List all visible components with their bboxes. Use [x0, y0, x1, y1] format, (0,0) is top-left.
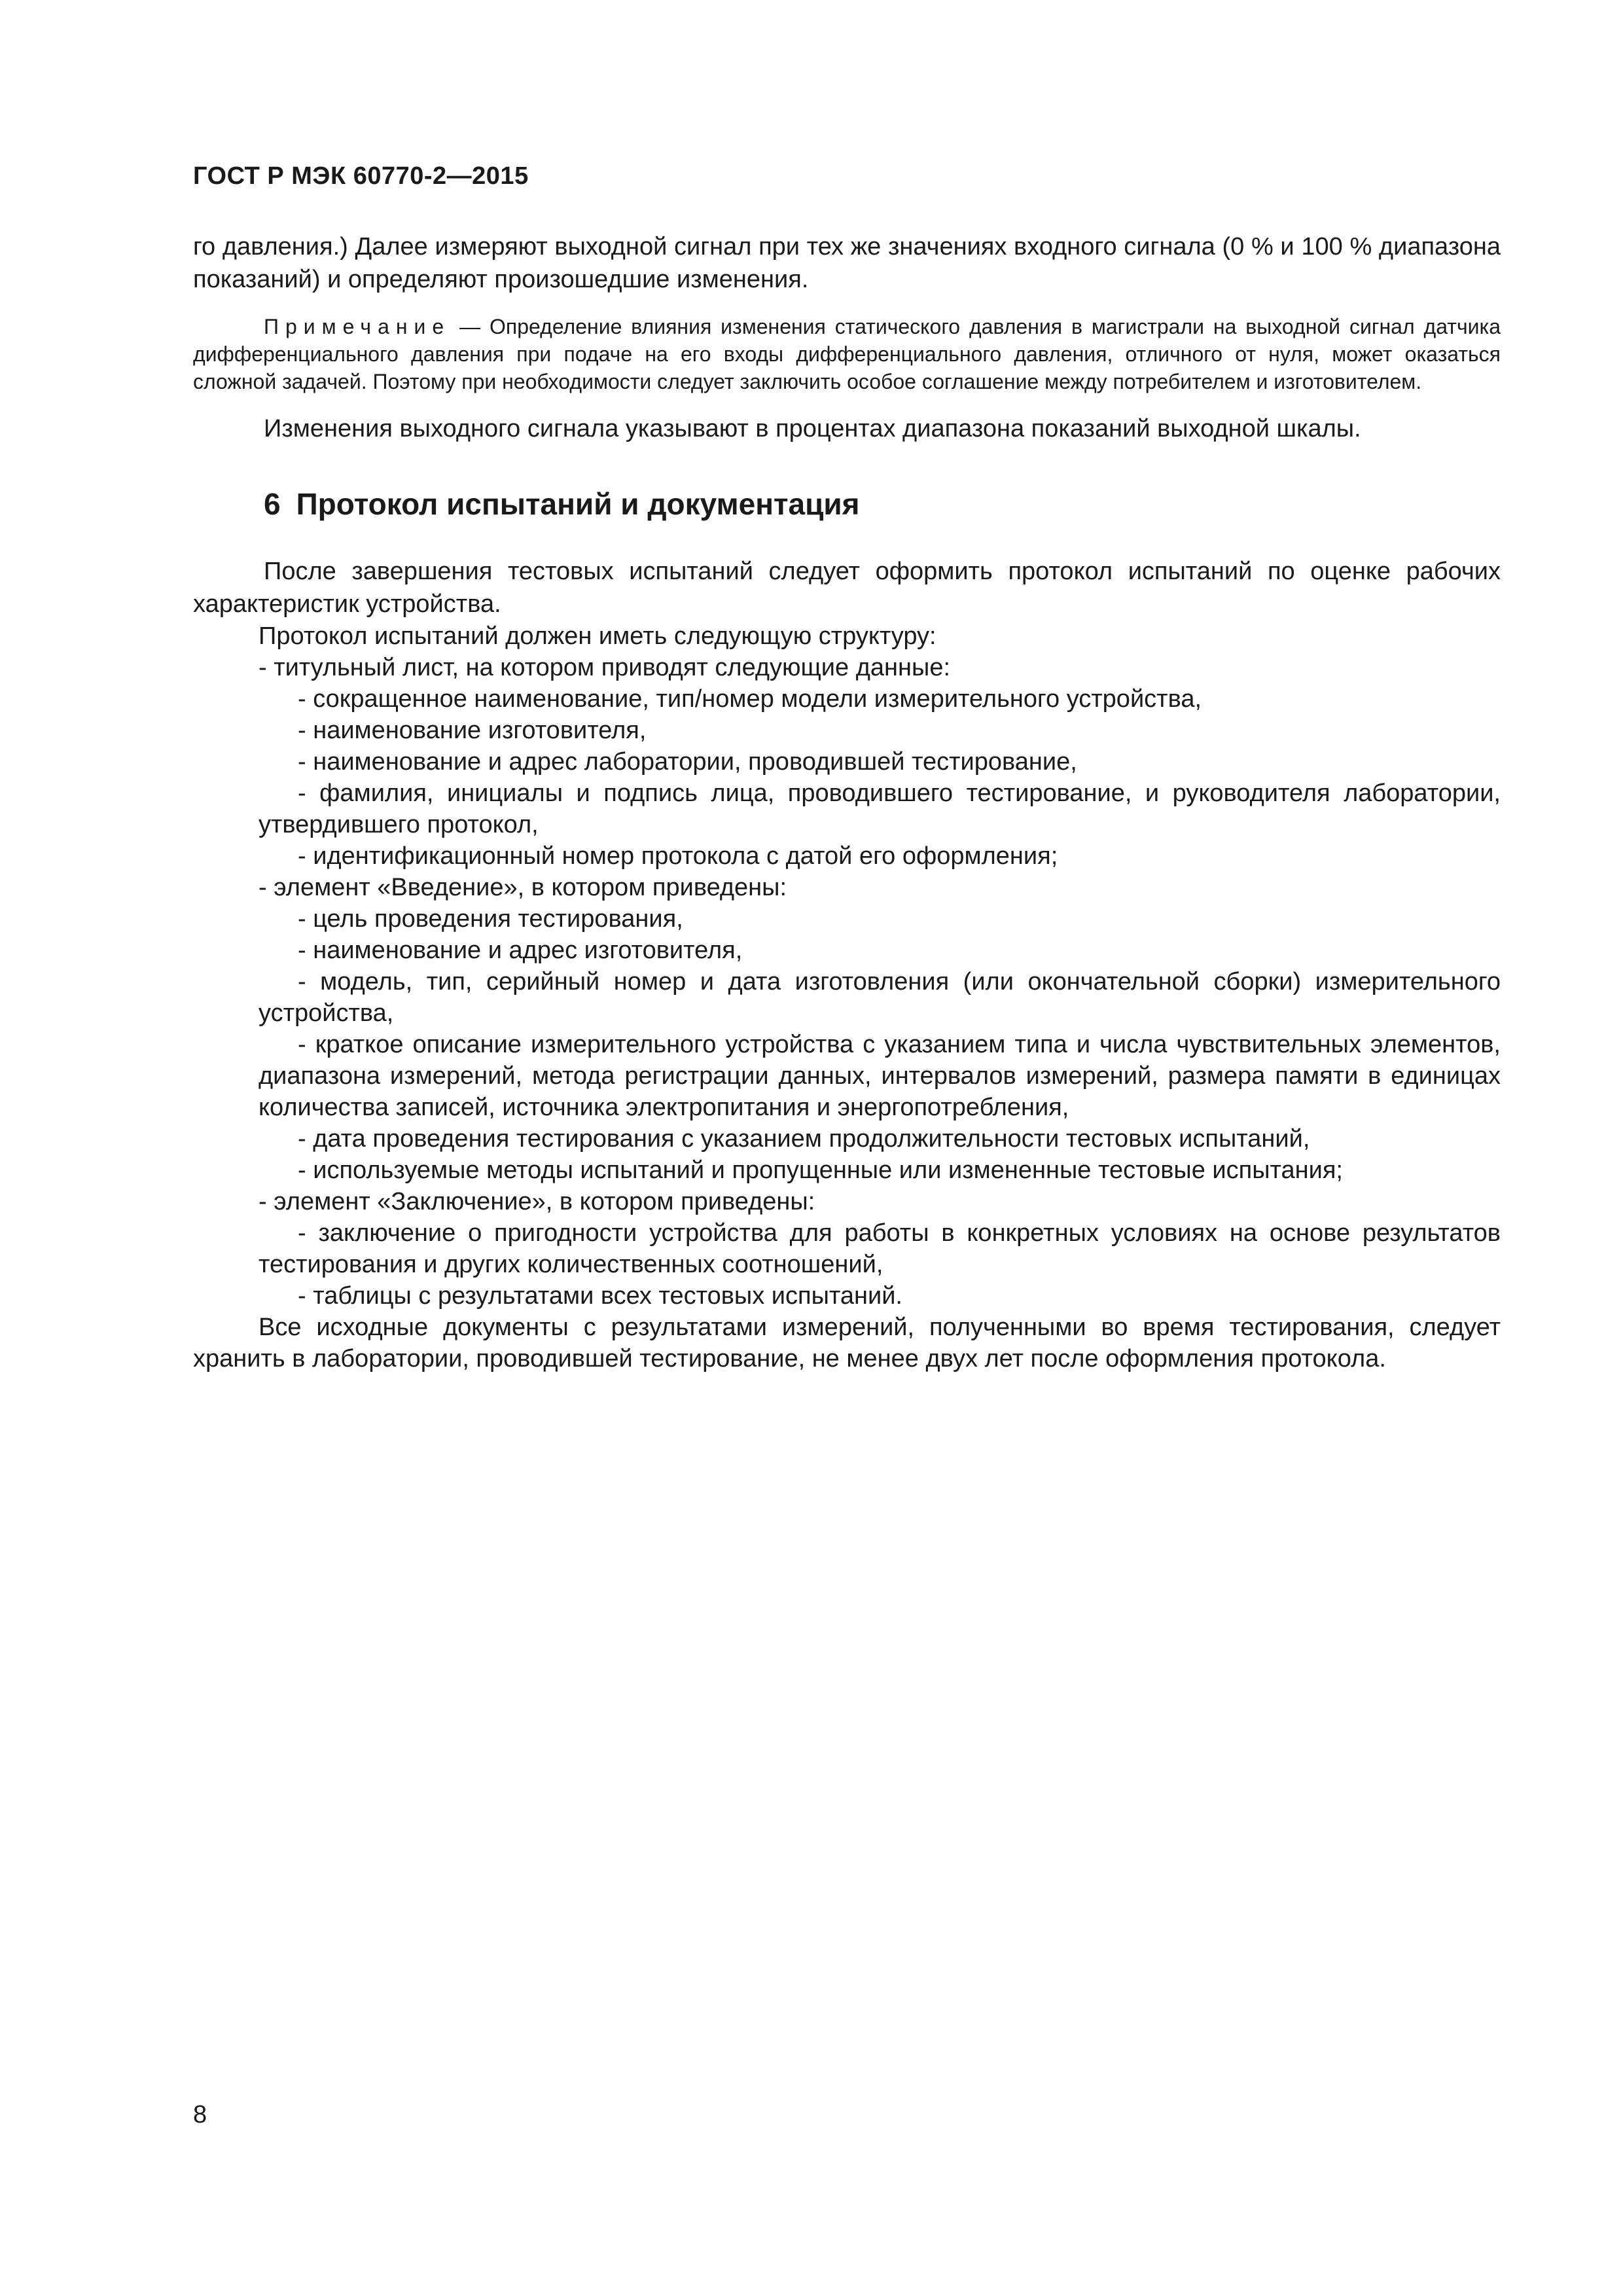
section-heading: [264, 484, 1501, 524]
list-item: - наименование изготовителя,: [298, 717, 647, 744]
standard-designation: ГОСТ Р МЭК 60770-2—2015: [193, 162, 529, 190]
note-dash: —: [450, 315, 490, 338]
section-intro: После завершения тестовых испытаний следует оформить протокол испытаний по оценке рабочих характеристик устройства.: [193, 558, 1501, 618]
page-body: [193, 230, 1501, 1374]
note-label: Примечание: [264, 315, 451, 338]
note-paragraph: [193, 313, 1501, 395]
structure-intro: Протокол испытаний должен иметь следующую структуру:: [259, 622, 936, 650]
note-text: Определение влияния изменения статического давления в магистрали на выходной сигнал датчика дифференциального давления при подаче на его входы дифференциального давления, отличного от нуля, может оказаться сложной задачей. Поэтому при необходимости следует заключить особое соглашение между потребителем и изготовителем.: [193, 315, 1501, 393]
list-item-introduction: - элемент «Введение», в котором приведены:: [259, 874, 787, 901]
protocol-structure: [193, 620, 1501, 1374]
list-item: - модель, тип, серийный номер и дата изготовления (или окончательной сборки) измерительного устройства,: [259, 968, 1501, 1027]
list-item: - краткое описание измерительного устройства с указанием типа и числа чувствительных элементов, диапазона измерений, метода регистрации данных, интервалов измерений, размера памяти в единицах количества записей, источника электропитания и энергопотребления,: [259, 1031, 1501, 1121]
list-item: - используемые методы испытаний и пропущенные или измененные тестовые испытания;: [298, 1157, 1343, 1184]
list-item: - сокращенное наименование, тип/номер модели измерительного устройства,: [298, 685, 1202, 713]
section-title: Протокол испытаний и документация: [296, 487, 860, 521]
list-item-title-page: - титульный лист, на котором приводят следующие данные:: [259, 654, 951, 681]
page-number: 8: [193, 2101, 207, 2128]
list-item: - заключение о пригодности устройства для работы в конкретных условиях на основе результатов тестирования и других количественных соотношений,: [259, 1219, 1501, 1278]
list-item: - фамилия, инициалы и подпись лица, проводившего тестирование, и руководителя лаборатории, утвердившего протокол,: [259, 780, 1501, 838]
section-number: 6: [264, 487, 281, 521]
continuation-paragraph: го давления.) Далее измеряют выходной сигнал при тех же значениях входного сигнала (0 % и 100 % диапазона показаний) и определяют произошедшие изменения.: [193, 233, 1501, 293]
list-item: - наименование и адрес лаборатории, проводившей тестирование,: [298, 748, 1077, 776]
output-change-paragraph: Изменения выходного сигнала указывают в процентах диапазона показаний выходной шкалы.: [264, 415, 1361, 442]
list-item: - дата проведения тестирования с указанием продолжительности тестовых испытаний,: [298, 1125, 1310, 1153]
closing-paragraph: Все исходные документы с результатами измерений, полученными во время тестирования, следует хранить в лаборатории, проводившей тестирование, не менее двух лет после оформления протокола.: [193, 1314, 1501, 1372]
list-item: - цель проведения тестирования,: [298, 905, 683, 933]
list-item: - наименование и адрес изготовителя,: [298, 937, 743, 964]
list-item-conclusion: - элемент «Заключение», в котором приведены:: [259, 1188, 815, 1215]
list-item: - идентификационный номер протокола с датой его оформления;: [298, 842, 1058, 870]
list-item: - таблицы с результатами всех тестовых испытаний.: [298, 1282, 902, 1310]
